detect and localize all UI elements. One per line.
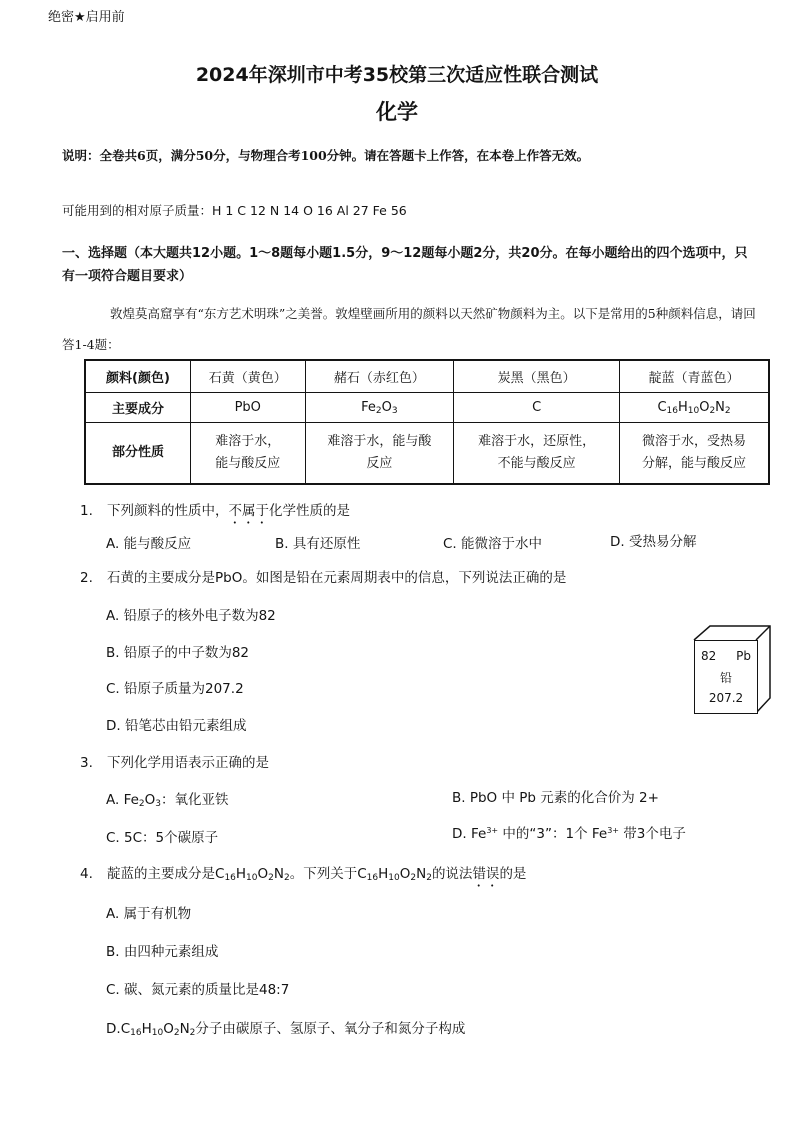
option-text: D. Fe xyxy=(452,826,487,842)
pigment-table xyxy=(84,359,770,485)
question-number: 1. xyxy=(80,503,93,519)
option-c: C. 能微溶于水中 xyxy=(443,536,543,552)
section-intro: 敦煌莫高窟享有“东方艺术明珠”之美誉。敦煌壁画所用的颜料以天然矿物颜料为主。以下是常用的5种颜料信息，请回答1-4题： xyxy=(62,306,756,352)
question-1 xyxy=(80,499,350,527)
property-line: 分解，能与酸反应 xyxy=(642,456,747,471)
option-text: ：氧化亚铁 xyxy=(161,792,229,808)
question-number: 3. xyxy=(80,755,93,771)
formula: $C_{16}H_{10}O_2N_2$ xyxy=(215,866,290,883)
option-text: 带3个电子 xyxy=(619,826,686,842)
property-line: 难溶于水，还原性， xyxy=(478,434,596,449)
option-d: D. 受热易分解 xyxy=(610,534,697,550)
formula: $C_{16}H_{10}O_2N_2$ xyxy=(357,866,432,883)
row-header: 颜料(颜色) xyxy=(85,360,191,393)
formula-sub: 3 xyxy=(391,406,398,416)
table-row xyxy=(85,423,769,485)
option-text: 中的“3”：1个 Fe xyxy=(498,826,608,842)
table-row xyxy=(85,360,769,393)
option-a xyxy=(106,788,229,808)
formula-sup: 3+ xyxy=(607,826,619,835)
question-text: 下列颜料的性质中， xyxy=(107,503,229,519)
table-cell: 炭黑（黑色） xyxy=(454,360,620,393)
formula-sub: 3 xyxy=(155,799,162,809)
atomic-mass: 207.2 xyxy=(708,691,744,705)
option-a: A. 铅原子的核外电子数为82 xyxy=(106,608,276,624)
option-text: O xyxy=(144,792,156,808)
question-4 xyxy=(80,862,526,890)
table-cell: 靛蓝（青蓝色） xyxy=(620,360,769,393)
option-b: B. 具有还原性 xyxy=(275,536,361,552)
question-text: 下列化学用语表示正确的是 xyxy=(107,755,269,771)
exam-instructions: 说明：全卷共6页，满分50分，与物理合考100分钟。请在答题卡上作答，在本卷上作答无效。 xyxy=(62,148,590,163)
formula-sub: 2 xyxy=(724,406,731,416)
option-d xyxy=(106,1017,465,1037)
option-c: C. 碳、氮元素的质量比是48:7 xyxy=(106,982,290,998)
question-text: 的说法 xyxy=(431,866,473,882)
formula: $C_{16}H_{10}O_2N_2$ xyxy=(120,1021,196,1038)
table-cell xyxy=(305,393,454,423)
question-text: 靛蓝的主要成分是 xyxy=(107,866,215,882)
element-symbol: Pb xyxy=(736,649,751,663)
formula-sub: 16 xyxy=(666,406,678,416)
formula-sub: 2 xyxy=(375,406,382,416)
table-cell xyxy=(620,423,769,485)
property-line: 难溶于水，能与酸 xyxy=(327,434,432,449)
table-cell xyxy=(305,423,454,485)
question-number: 2. xyxy=(80,570,93,586)
option-d xyxy=(452,822,686,842)
question-3 xyxy=(80,751,269,771)
atomic-masses: 可能用到的相对原子质量：H 1 C 12 N 14 O 16 Al 27 Fe 56 xyxy=(62,203,407,218)
option-c: C. 铅原子质量为207.2 xyxy=(106,681,244,697)
option-a: A. 属于有机物 xyxy=(106,906,192,922)
option-text: A. Fe xyxy=(106,792,139,808)
table-cell xyxy=(620,393,769,423)
table-cell: 赭石（赤红色） xyxy=(305,360,454,393)
property-line: 反应 xyxy=(366,456,393,471)
lead-element-card xyxy=(694,640,758,714)
formula-part: C xyxy=(657,400,667,415)
row-header: 主要成分 xyxy=(85,393,191,423)
table-cell xyxy=(454,423,620,485)
element-name: 铅 xyxy=(719,671,732,685)
formula-sub: 10 xyxy=(687,406,700,416)
formula-part: Fe xyxy=(361,400,376,415)
row-header: 部分性质 xyxy=(85,423,191,485)
question-text: 石黄的主要成分是PbO。如图是铅在元素周期表中的信息，下列说法正确的是 xyxy=(107,570,567,586)
table-cell: C xyxy=(454,393,620,423)
question-number: 4. xyxy=(80,866,93,882)
property-line: 难溶于水， xyxy=(215,434,281,449)
formula-part: O xyxy=(699,400,710,415)
table-cell xyxy=(191,423,306,485)
formula-part: N xyxy=(715,400,725,415)
option-b: B. 铅原子的中子数为82 xyxy=(106,645,250,661)
option-text: D. xyxy=(106,1021,121,1037)
question-text: 化学性质的是 xyxy=(269,503,350,519)
formula-part: O xyxy=(381,400,392,415)
property-line: 能与酸反应 xyxy=(215,456,281,471)
option-b: B. PbO 中 Pb 元素的化合价为 2+ xyxy=(452,790,659,806)
table-cell: 石黄（黄色） xyxy=(191,360,306,393)
formula-sub: 2 xyxy=(709,406,716,416)
subject-title: 化学 xyxy=(376,100,418,124)
table-cell: PbO xyxy=(191,393,306,423)
property-line: 微溶于水，受热易 xyxy=(642,434,747,449)
confidential-mark: 绝密★启用前 xyxy=(48,10,125,25)
option-c: C. 5C：5个碳原子 xyxy=(106,830,219,846)
formula-sup: 3+ xyxy=(486,826,499,835)
property-line: 不能与酸反应 xyxy=(497,456,576,471)
formula-part: H xyxy=(677,400,688,415)
question-text: 。下列关于 xyxy=(289,866,358,882)
option-text: 分子由碳原子、氢原子、氧分子和氮分子构成 xyxy=(195,1021,466,1037)
option-a: A. 能与酸反应 xyxy=(106,536,192,552)
option-d: D. 铅笔芯由铅元素组成 xyxy=(106,718,247,734)
table-row xyxy=(85,393,769,423)
section-heading: 一、选择题（本大题共12小题。1～8题每小题1.5分，9～12题每小题2分，共20分。在每小题给出的四个选项中，只有一项符合题目要求） xyxy=(62,246,748,284)
exam-title: 2024年深圳市中考35校第三次适应性联合测试 xyxy=(195,64,599,86)
emphasis-text: 不属于 xyxy=(228,503,269,519)
question-text: 的是 xyxy=(499,866,527,882)
option-b: B. 由四种元素组成 xyxy=(106,944,219,960)
atomic-number: 82 xyxy=(701,649,717,663)
question-2 xyxy=(80,566,566,586)
emphasis-text: 错误 xyxy=(472,866,500,882)
formula-sub: 2 xyxy=(138,799,145,809)
